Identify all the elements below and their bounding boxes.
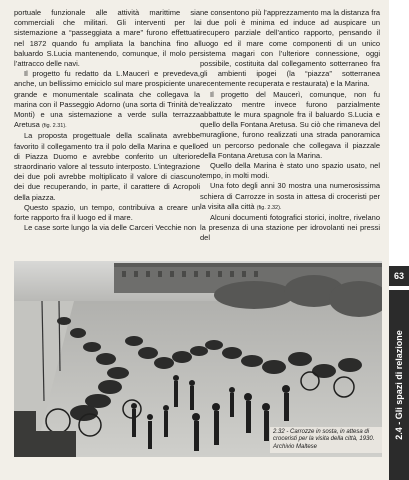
- chapter-title: 2.4 - Gli spazi di relazione: [394, 330, 404, 440]
- left-text-column: [14, 8, 200, 233]
- figure-reference: (fig. 2.31).: [41, 123, 67, 130]
- paragraph-text: Il progetto fu redatto da L.Maucerì e prevedeva, anche, un bellissimo emiciclo sul mare prospiciente una grande e monumentale scalinata che collegava la marina con il Passeggio Adorno (una sorta di Trinità de’ Monti) e una sistemazione a verde sulla terrazza Aretusa: [14, 69, 200, 130]
- figure-caption: 2.32 - Carrozze in sosta, in attesa di croceristi per la visita della città, 1930. Archivio Maltese: [270, 427, 384, 453]
- paragraph: ne consentono più l’apprezzamento ma la distanza fra i due poli è minima ed induce ad auspicare un recupero parziale dell’antico rapporto, pensando il luogo ed il mare come componenti di un unico sistema magari con l’ulteriore connessione, oggi possibile, costituita dal collegamento sotterraneo fra gli ambienti ipogei (la “piazza” sotterranea recentemente recuperata e restaurata) e la Marina.: [200, 8, 380, 89]
- paragraph: Questo spazio, un tempo, contribuiva a creare un forte rapporto fra il luogo ed il mare.: [14, 202, 200, 223]
- paragraph: Il progetto del Maucerì, comunque, non fu realizzato mentre invece furono parzialmente abbattute le mura spagnole fra il baluardo S.Lucia e quello della Fontana Aretusa. Su ciò che rimaneva del muraglione, furono realizzati una strada panoramica ed un percorso pedonale che collegava il piazzale della Fontana Aretusa con la Marina.: [200, 89, 380, 160]
- paragraph: Quello della Marina è stato uno spazio usato, nel tempo, in molti modi.: [200, 161, 380, 181]
- paragraph: La proposta progettuale della scalinata avrebbe favorito il collegamento tra il polo della Marina e quello di Piazza Duomo e avrebbe conferito un ulteriore straordinario valore al tessuto interposto. L’integrazione dei due poli avrebbe moltiplicato il valore di ciascuno dei due recuperando, in parte, il carattere di Acropoli della piazza.: [14, 131, 200, 202]
- figure-reference: (fig. 2.32).: [256, 204, 282, 211]
- paragraph: portuale funzionale alle attività marittime sia commerciali che militari. Gli interventi per la sistemazione a “passeggiata a mare” furono effettuati nel 1872 quando fu ampliata la banchina fino al baluardo S.Lucia mantenendo, comunque, il molo per l’attracco delle navi.: [14, 8, 200, 69]
- paragraph-text: Una foto degli anni 30 mostra una numerosissima schiera di Carrozze in sosta in attesa di croceristi per la visita alla città: [200, 181, 380, 211]
- paragraph: Alcuni documenti fotografici storici, inoltre, rivelano la presenza di una stazione per idrovolanti nei pressi del: [200, 213, 380, 243]
- paragraph: [200, 181, 380, 213]
- right-text-column: [200, 8, 380, 244]
- page-number: 63: [389, 266, 409, 286]
- paragraph: Le case sorte lungo la via delle Carceri Vecchie non: [24, 223, 197, 233]
- paragraph: [14, 69, 200, 131]
